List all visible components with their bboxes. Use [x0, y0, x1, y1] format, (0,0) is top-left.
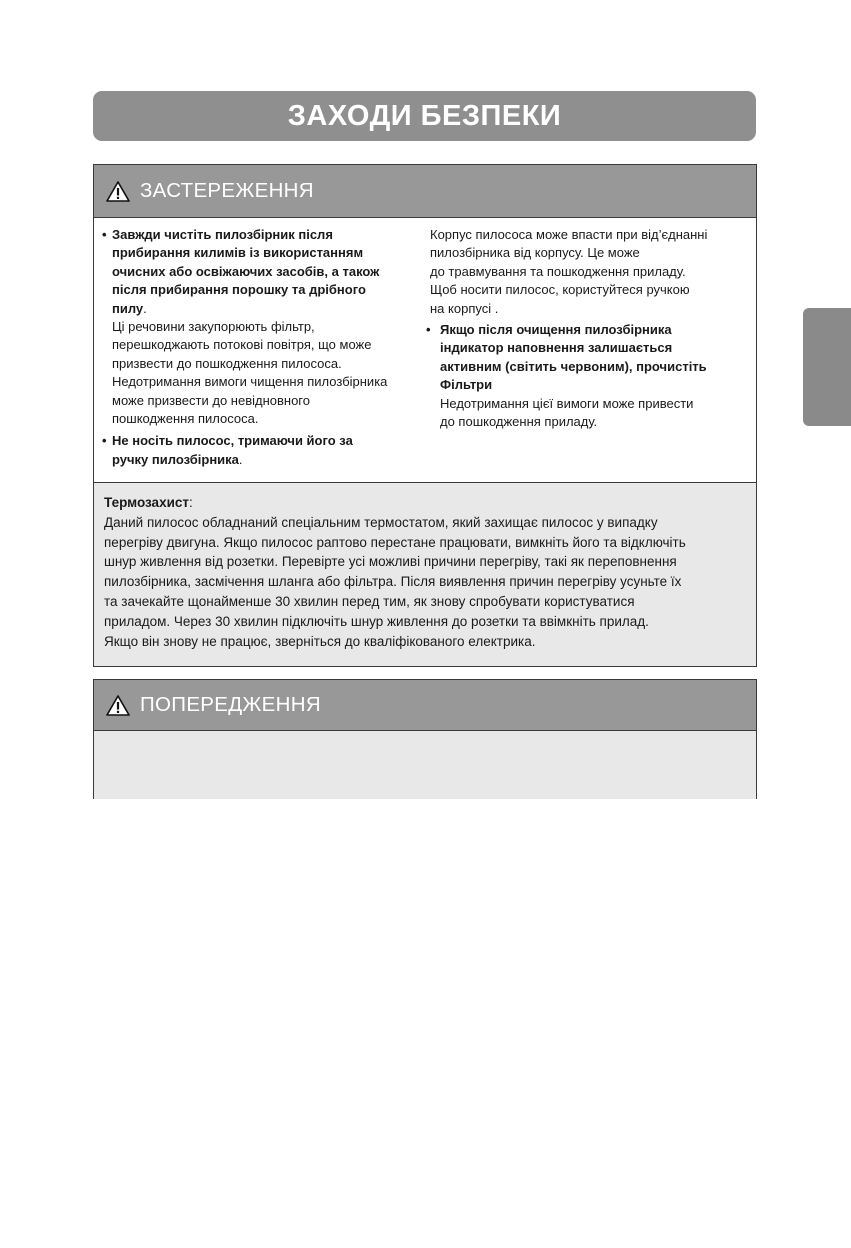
bullet: •	[426, 322, 431, 338]
bullet: •	[102, 433, 107, 449]
caution-body	[94, 217, 756, 482]
section-side-tab	[803, 308, 851, 426]
caution-header	[94, 165, 756, 217]
thermal-protection-title: Термозахист	[104, 495, 189, 510]
caution-right-column	[426, 226, 756, 431]
page-title-bar	[93, 91, 756, 141]
caution-title: ЗАСТЕРЕЖЕННЯ	[140, 179, 314, 202]
bullet: •	[102, 227, 107, 242]
caution-item-carry-handle: • Не носіть пилосос, тримаючи його за ручку пилозбірника.	[102, 433, 353, 467]
warning-body	[94, 730, 756, 799]
caution-left-column	[102, 226, 422, 469]
caution-item-filter-indicator: • Якщо після очищення пилозбірника індикатор наповнення залишається активним (світить червоним), прочистіть Фільтри Недотримання цієї вимоги може привести до пошкодження приладу.	[426, 321, 756, 431]
warning-triangle-icon	[106, 181, 130, 202]
warning-header	[94, 680, 756, 730]
page-title: ЗАХОДИ БЕЗПЕКИ	[287, 99, 562, 132]
warning-box	[93, 679, 757, 799]
caution-item-clean-dust-container: • Завжди чистіть пилозбірник після прибирання килимів із використанням очисних або освіжаючих засобів, а також після прибирання порошку та дрібного пилу. Ці речовини закупорюють фільтр, перешкоджають потокові повітря, що може призвести до пошкодження пилососа. Недотримання вимоги чищення пилозбірника може призвести до невідновного пошкодження пилососа.	[102, 226, 422, 428]
caution-item-body: Ці речовини закупорюють фільтр, перешкоджають потокові повітря, що може призвести до пошкодження пилососа. Недотримання вимоги чищення пилозбірника може призвести до невідновного пошкодження пилососа.	[112, 319, 388, 427]
warning-title: ПОПЕРЕДЖЕННЯ	[140, 693, 321, 716]
thermal-protection-panel: Термозахист: Даний пилосос обладнаний спеціальним термостатом, який захищає пилосос у випадку перегріву двигуна. Якщо пилосос раптово перестане працювати, вимкніть його та відключіть шнур живлення від розетки. Перевірте усі можливі причини перегріву, такі як переповнення пилозбірника, засмічення шланга або фільтра. Після виявлення причин перегріву усуньте їх та зачекайте щонайменше 30 хвилин перед тим, як знову спробувати користуватися приладом. Через 30 хвилин підключіть шнур живлення до розетки та ввімкніть прилад. Якщо він знову не працює, зверніться до кваліфікованого електрика.	[94, 482, 756, 666]
caution-item-body: Недотримання цієї вимоги може привести до пошкодження приладу.	[440, 395, 694, 430]
warning-triangle-icon	[106, 695, 130, 716]
caution-box	[93, 164, 757, 667]
caution-right-intro: Корпус пилососа може впасти при від’єднанні пилозбірника від корпусу. Це може до травмування та пошкодження приладу. Щоб носити пилосос, користуйтеся ручкою на корпусі .	[430, 227, 708, 316]
